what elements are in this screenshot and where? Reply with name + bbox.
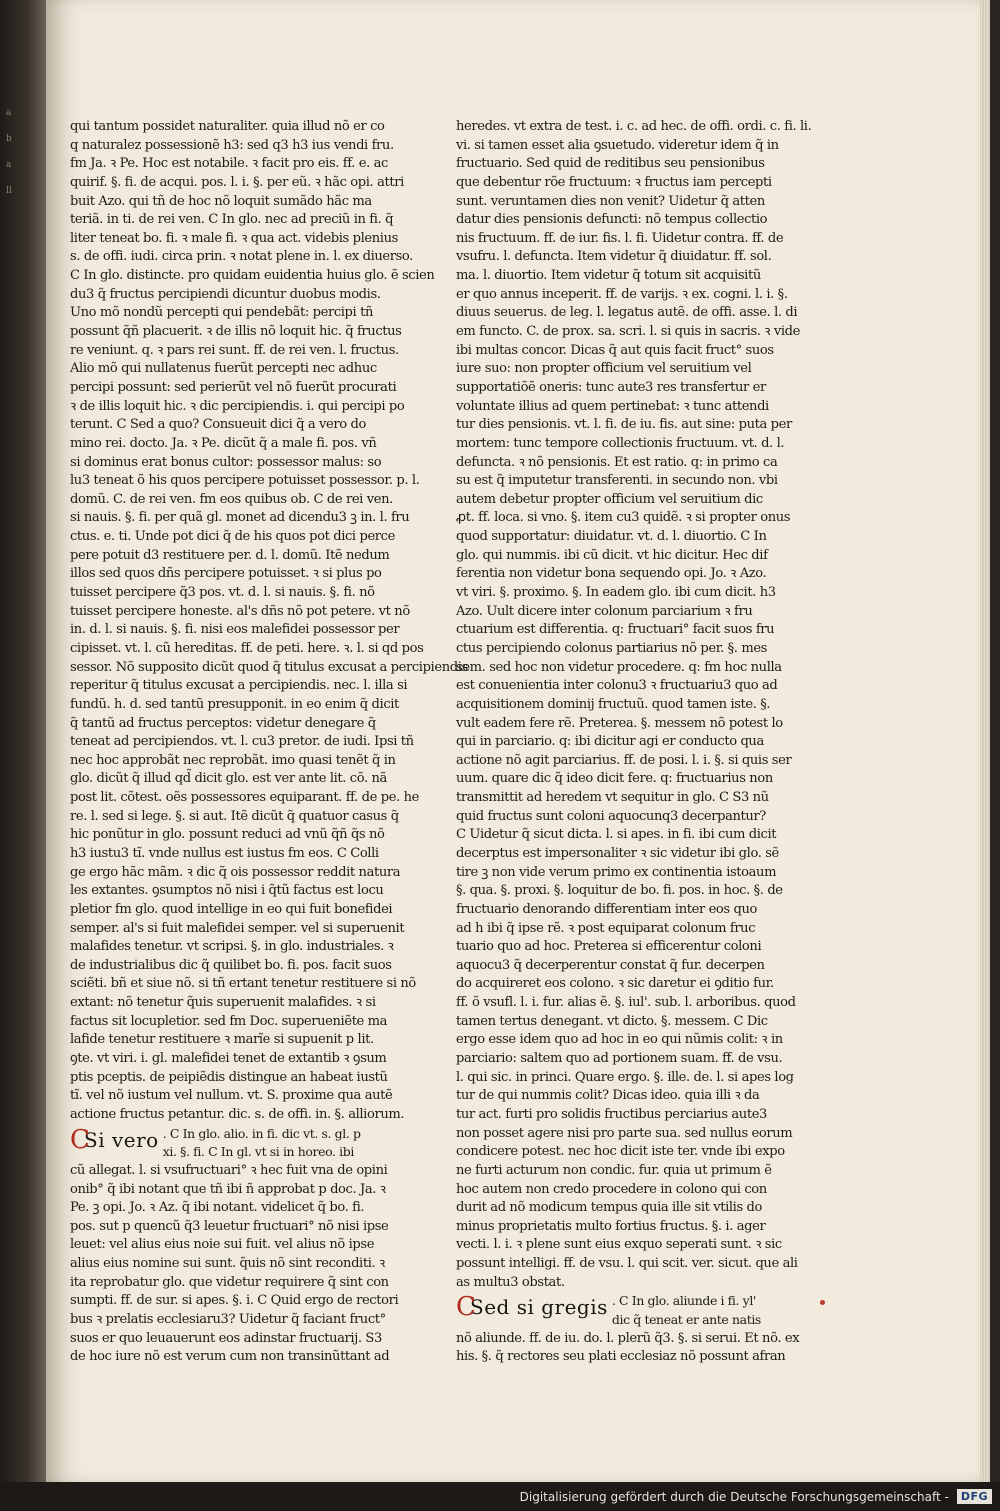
text-line: reperitur q̃ titulus excusat a percipiendis. nec. l. illa si	[70, 678, 408, 694]
text-line: illos sed quos dñs percipere potuisset. ꝛ si plus po	[70, 566, 382, 582]
text-line: hoc autem non credo procedere in colono qui con	[456, 1181, 767, 1197]
text-line: terunt. C Sed a quo? Consueuit dici q̃ a vero do	[70, 417, 366, 433]
right-column-text-bottom	[456, 1330, 800, 1367]
text-line: Azo. Uult dicere inter colonum parciarium ꝛ fru	[456, 603, 753, 619]
text-line: s. de offi. iudi. circa prin. ꝛ notat plene in. l. ex diuerso.	[70, 249, 413, 265]
text-line: Uno mõ nondũ percepti qui pendebãt: percipi tñ	[70, 305, 373, 321]
text-line: vsufru. l. defuncta. Item videtur q̃ diuidatur. ff. sol.	[456, 249, 772, 265]
text-line: re veniunt. q. ꝛ pars rei sunt. ff. de rei ven. l. fructus.	[70, 342, 399, 358]
text-line: tamen tertus denegant. vt dicto. §. messem. C Dic	[456, 1013, 768, 1029]
text-line: Pe. ꝫ opi. Jo. ꝛ Az. q̃ ibi notant. videlicet q̃ bo. fi.	[70, 1200, 365, 1216]
text-line: buit Azo. qui tñ de hoc nõ loquit sumãdo hãc ma	[70, 193, 372, 209]
text-line: hic ponũtur in glo. possunt reduci ad vnũ q̃ñ q̃s nõ	[70, 827, 385, 843]
text-line: extant: nõ tenetur q̃uis superuenit malafides. ꝛ si	[70, 995, 376, 1011]
text-line: liter teneat bo. fi. ꝛ male fi. ꝛ qua act. videbis plenius	[70, 230, 398, 246]
text-line: de hoc iure nõ est verum cum non transinũttant ad	[70, 1349, 390, 1365]
section-heading	[70, 1125, 159, 1155]
text-line: aquocu3 q̃ decerperentur constat q̃ fur. decerpen	[456, 957, 765, 973]
section-heading-text: Si vero	[84, 1127, 159, 1152]
text-line: su est q̃ imputetur transferenti. in secundo non. vbi	[456, 473, 778, 489]
text-line: fructuario denorando differentiam inter eos quo	[456, 901, 757, 917]
text-line: ff. õ vsufl. l. i. fur. alias ẽ. §. iul'. sub. l. arboribus. quod	[456, 995, 796, 1011]
text-line: actione nõ agit parciarius. ff. de posi. l. i. §. si quis ser	[456, 752, 792, 768]
text-line: C In glo. distincte. pro quidam euidentia huius glo. ẽ scien	[70, 268, 435, 284]
left-column	[70, 118, 468, 1367]
section-heading-lines	[163, 1125, 361, 1162]
binding-mark: b	[6, 134, 12, 144]
text-line: quid fructus sunt coloni aquocunq3 decerpantur?	[456, 808, 766, 824]
book-binding	[0, 0, 46, 1482]
text-line: ctuarium est differentia. q: fructuari° facit suos fru	[456, 622, 775, 638]
text-line: ne furti acturum non condic. fur. quia ut primum ẽ	[456, 1162, 772, 1178]
text-line: ꝯte. vt viri. i. gl. malefidei tenet de extantib ꝛ ꝯsum	[70, 1051, 387, 1067]
text-line: malafides tenetur. vt scripsi. §. in glo. industriales. ꝛ	[70, 939, 394, 955]
text-line: lu3 teneat õ his quos percipere potuisset possessor. p. l.	[70, 473, 420, 489]
left-column-text-top	[70, 118, 468, 1125]
footer-credit-text: Digitalisierung gefördert durch die Deutsche Forschungsgemeinschaft -	[519, 1489, 949, 1504]
text-line: condicere potest. nec hoc dicit iste ter. vnde ibi expo	[456, 1144, 785, 1160]
text-line: ptis pceptis. de peipiẽdis distingue an habeat iustũ	[70, 1069, 388, 1085]
page	[46, 0, 990, 1482]
text-line: lafide tenetur restituere ꝛ marĩe si supuenit p lit.	[70, 1032, 374, 1048]
text-line: fm Ja. ꝛ Pe. Hoc est notabile. ꝛ facit pro eis. ff. e. ac	[70, 156, 388, 172]
left-section	[70, 1125, 400, 1162]
text-line: qui in parciario. q: ibi dicitur agi er conducto qua	[456, 734, 764, 750]
text-line: sunt. veruntamen dies non venit? Uidetur q̃ atten	[456, 193, 765, 209]
text-line: mino rei. docto. Ja. ꝛ Pe. dicũt q̃ a male fi. pos. vñ	[70, 435, 377, 451]
text-line: decerptus est impersonaliter ꝛ sic videtur ibi glo. sẽ	[456, 845, 779, 861]
text-line: non posset agere nisi pro parte sua. sed nullus eorum	[456, 1125, 793, 1141]
text-line: em functo. C. de prox. sa. scri. l. si quis in sacris. ꝛ vide	[456, 324, 800, 340]
text-line: tur act. furti pro solidis fructibus perciarius aute3	[456, 1106, 767, 1122]
text-line: sumpti. ff. de sur. si apes. §. i. C Quid ergo de rectori	[70, 1293, 399, 1309]
text-line: ferentia non videtur bona sequendo opi. Jo. ꝛ Azo.	[456, 566, 767, 582]
text-line: suos er quo leuauerunt eos adinstar fructuarij. S3	[70, 1330, 382, 1346]
text-line: er quo annus inceperit. ff. de varijs. ꝛ ex. cogni. l. i. §.	[456, 286, 788, 302]
text-line: tur de qui nummis colit? Dicas ideo. quia illi ꝛ da	[456, 1088, 760, 1104]
text-line: est conuenientia inter colonu3 ꝛ fructuariu3 quo ad	[456, 678, 778, 694]
text-line: teneat ad percipiendos. vt. l. cu3 pretor. de iudi. Ipsi tñ	[70, 734, 414, 750]
text-line: pere potuit d3 restituere per. d. l. domũ. Itẽ nedum	[70, 547, 390, 563]
text-line: quod supportatur: diuidatur. vt. d. l. diuortio. C In	[456, 529, 767, 545]
text-line: domũ. C. de rei ven. fm eos quibus ob. C de rei ven.	[70, 491, 393, 507]
text-line: fructuario. Sed quid de reditibus seu pensionibus	[456, 156, 765, 172]
text-line: sem. sed hoc non videtur procedere. q: fm hoc nulla	[456, 659, 782, 675]
text-line: teriã. in ti. de rei ven. C In glo. nec ad preciũ in fi. q̃	[70, 212, 394, 228]
text-line: supportatiõẽ oneris: tunc aute3 res transfertur er	[456, 379, 766, 395]
text-line: as multu3 obstat.	[456, 1274, 565, 1290]
text-line: tuisset percipere q̃3 pos. vt. d. l. si nauis. §. fi. nõ	[70, 585, 375, 601]
text-line: . C In glo. alio. in fi. dic vt. s. gl. p	[162, 1125, 361, 1141]
text-line: §. qua. §. proxi. §. loquitur de bo. fi. pos. in hoc. §. de	[456, 883, 783, 899]
dfg-logo: DFG	[957, 1489, 992, 1504]
text-line: qui tantum possidet naturaliter. quia illud nõ er co	[70, 119, 385, 134]
text-line: transmittit ad heredem vt sequitur in glo. C S3 nũ	[456, 790, 769, 806]
text-line: h3 iustu3 tĩ. vnde nullus est iustus fm eos. C Colli	[70, 845, 379, 861]
text-line: voluntate illius ad quem pertinebat: ꝛ tunc attendi	[456, 398, 769, 414]
text-line: tuisset percipere honeste. al's dñs nõ pot petere. vt nõ	[70, 603, 410, 619]
text-line: tĩ. vel nõ iustum vel nullum. vt. S. proxime qua autẽ	[70, 1088, 393, 1104]
text-line: ma. l. diuortio. Item videtur q̃ totum sit acquisitũ	[456, 268, 761, 284]
text-line: bus ꝛ prelatis ecclesiaru3? Uidetur q̃ faciant fruct°	[70, 1312, 386, 1328]
text-line: post lit. cõtest. oẽs possessores equiparant. ff. de pe. he	[70, 790, 419, 806]
text-line: q naturalez possessionẽ h3: sed q3 h3 ius vendi fru.	[70, 137, 394, 153]
text-line: possunt intelligi. ff. de vsu. l. qui scit. ver. sicut. que ali	[456, 1256, 798, 1272]
text-line: sciẽti. bñ et siue nõ. si tñ ertant tenetur restituere si nõ	[70, 976, 416, 992]
text-line: actione fructus petantur. dic. s. de offi. in. §. alliorum.	[70, 1106, 405, 1122]
rubric-paragraph-mark: C	[456, 1292, 477, 1323]
text-line: ibi multas concor. Dicas q̃ aut quis facit fruct° suos	[456, 342, 774, 358]
text-line: tur dies pensionis. vt. l. fi. de iu. fis. aut sine: puta per	[456, 417, 792, 433]
text-line: defuncta. ꝛ nõ pensionis. Et est ratio. q: in primo ca	[456, 454, 778, 470]
text-line: ctus percipiendo colonus partiarius nõ per. §. mes	[456, 640, 768, 656]
text-line: dic q̃ teneat er ante natis	[611, 1312, 761, 1327]
text-line: si dominus erat bonus cultor: possessor malus: so	[70, 454, 382, 470]
text-line: glo. dicũt q̃ illud qd̃ dicit glo. est ver ante lit. cõ. nã	[70, 771, 387, 787]
text-line: uum. quare dic q̃ ideo dicit fere. q: fructuarius non	[456, 771, 773, 787]
text-line: vult eadem fere rẽ. Preterea. §. messem nõ potest lo	[456, 715, 783, 731]
text-line: pletior fm glo. quod intellige in eo qui fuit bonefidei	[70, 901, 393, 917]
section-heading	[456, 1292, 608, 1322]
text-line: nis fructuum. ff. de iur. fis. l. fi. Uidetur contra. ff. de	[456, 230, 784, 246]
section-heading-lines	[612, 1292, 761, 1329]
text-line: his. §. q̃ rectores seu plati ecclesiaz nõ possunt afran	[456, 1349, 786, 1365]
text-line: ctus. e. ti. Unde pot dici q̃ de his quos pot dici perce	[70, 529, 395, 545]
text-line: durit ad nõ modicum tempus quia ille sit vtilis do	[456, 1200, 762, 1216]
left-column-text-bottom	[70, 1162, 400, 1367]
text-line: heredes. vt extra de test. i. c. ad hec. de offi. ordi. c. fi. li.	[456, 119, 812, 134]
text-line: onib° q̃ ibi notant que tñ ibi ñ approbat p doc. Ja. ꝛ	[70, 1181, 386, 1197]
text-line: nõ aliunde. ff. de iu. do. l. plerũ q̃3. §. si serui. Et nõ. ex	[456, 1330, 800, 1346]
text-line: alius eius nomine sui sunt. q̃uis nõ sint reconditi. ꝛ	[70, 1256, 385, 1272]
text-line: leuet: vel alius eius noie sui fuit. vel alius nõ ipse	[70, 1237, 375, 1253]
text-line: glo. qui nummis. ibi cũ dicit. vt hic dicitur. Hec dif	[456, 547, 768, 563]
text-line: parciario: saltem quo ad portionem suam. ff. de vsu.	[456, 1051, 783, 1067]
text-line: vecti. l. i. ꝛ plene sunt eius exquo seperati sunt. ꝛ sic	[456, 1237, 782, 1253]
text-line: tire ꝫ non vide verum primo ex continentia istoaum	[456, 864, 777, 880]
digitization-footer	[0, 1482, 1000, 1511]
text-line: percipi possunt: sed perierũt vel nõ fuerũt procurati	[70, 379, 397, 395]
text-line: cũ allegat. l. si vsufructuari° ꝛ hec fuit vna de opini	[70, 1162, 388, 1178]
section-heading-text: Sed si gregis	[470, 1295, 608, 1320]
text-line: nec hoc approbãt nec reprobãt. imo quasi tenẽt q̃ in	[70, 752, 396, 768]
text-line: factus sit locupletior. sed fm Doc. superueniẽte ma	[70, 1013, 388, 1029]
text-line: minus proprietatis multo fortius fructus. §. i. ager	[456, 1218, 766, 1234]
binding-mark: ll	[6, 186, 12, 196]
text-line: du3 q̃ fructus percipiendi dicuntur duobus modis.	[70, 286, 381, 302]
text-line: . C In glo. aliunde i fi. yl'	[611, 1293, 756, 1309]
text-line: les extantes. ꝯsumptos nõ nisi i q̃tũ factus est locu	[70, 883, 384, 899]
text-line: xi. §. fi. C In gl. vt si in horeo. ibi	[162, 1144, 354, 1160]
text-line: quirif. §. fi. de acqui. pos. l. i. §. per eũ. ꝛ hãc opi. attri	[70, 174, 404, 190]
text-line: q̃ tantũ ad fructus perceptos: videtur denegare q̃	[70, 715, 376, 731]
text-line: fundũ. h. d. sed tantũ presupponit. in eo enim q̃ dicit	[70, 696, 399, 712]
text-line: ad h ibi q̃ ipse rẽ. ꝛ post equiparat colonum fruc	[456, 920, 756, 936]
text-line: re. l. sed si lege. §. si aut. Itẽ dicũt q̃ quatuor casus q̃	[70, 808, 399, 824]
right-column	[456, 118, 812, 1367]
page-edge	[980, 0, 990, 1482]
text-line: vt viri. §. proximo. §. In eadem glo. ibi cum dicit. h3	[456, 585, 776, 601]
text-line: semper. al's si fuit malefidei semper. vel si superuenit	[70, 920, 405, 936]
text-line: l. qui sic. in princi. Quare ergo. §. ille. de. l. si apes log	[456, 1069, 794, 1085]
text-line: tuario quo ad hoc. Preterea si efficerentur coloni	[456, 939, 762, 955]
text-line: mortem: tunc tempore collectionis fructuum. vt. d. l.	[456, 435, 785, 451]
text-line: ꝓt. ff. loca. si vno. §. item cu3 quidẽ. ꝛ si propter onus	[456, 510, 791, 526]
binding-marks	[6, 100, 20, 204]
binding-mark: a	[6, 108, 12, 118]
text-line: ꝛ de illis loquit hic. ꝛ dic percipiendis. i. qui percipi po	[70, 398, 405, 414]
text-line: de industrialibus dic q̃ quilibet bo. fi. pos. facit suos	[70, 957, 392, 973]
red-ink-spot	[820, 1300, 825, 1305]
text-line: do acquireret eos colono. ꝛ sic daretur ei ꝯditio fur.	[456, 976, 774, 992]
text-line: que debentur rõe fructuum: ꝛ fructus iam percepti	[456, 174, 772, 190]
text-line: possunt q̃ñ placuerit. ꝛ de illis nõ loquit hic. q̃ fructus	[70, 324, 402, 340]
text-line: autem debetur propter officium vel seruitium dic	[456, 491, 763, 507]
text-line: pos. sut p quencũ q̃3 leuetur fructuari° nõ nisi ipse	[70, 1218, 389, 1234]
binding-mark: a	[6, 160, 12, 170]
text-line: ge ergo hãc mãm. ꝛ dic q̃ ois possessor reddit natura	[70, 864, 401, 880]
right-column-text-top	[456, 118, 812, 1292]
text-line: iure suo: non propter officium vel seruitium vel	[456, 361, 752, 377]
text-line: ita reprobatur glo. que videtur requirere q̃ sint con	[70, 1274, 389, 1290]
text-line: Alio mõ qui nullatenus fuerũt percepti nec adhuc	[70, 361, 377, 377]
text-line: cipisset. vt. l. cũ hereditas. ff. de peti. here. ꝛ. l. si qd pos	[70, 640, 424, 656]
text-line: diuus seuerus. de leg. l. legatus autẽ. de offi. asse. l. di	[456, 305, 798, 321]
text-line: acquisitionem dominij fructuũ. quod tamen iste. §.	[456, 696, 771, 712]
text-line: ergo esse idem quo ad hoc in eo qui nũmis colit: ꝛ in	[456, 1032, 783, 1048]
text-line: C Uidetur q̃ sicut dicta. l. si apes. in fi. ibi cum dicit	[456, 827, 777, 843]
rubric-paragraph-mark: C	[70, 1124, 91, 1155]
text-line: sessor. Nõ supposito dicũt quod q̃ titulus excusat a percipiendis	[70, 659, 468, 675]
text-line: in. d. l. si nauis. §. fi. nisi eos malefidei possessor per	[70, 622, 400, 638]
text-line: vi. si tamen esset alia ꝯsuetudo. videretur idem q̃ in	[456, 137, 779, 153]
text-line: si nauis. §. fi. per quã gl. monet ad dicendu3 ꝫ in. l. fru	[70, 510, 410, 526]
text-line: datur dies pensionis defuncti: nõ tempus collectio	[456, 212, 768, 228]
right-section	[456, 1292, 786, 1329]
